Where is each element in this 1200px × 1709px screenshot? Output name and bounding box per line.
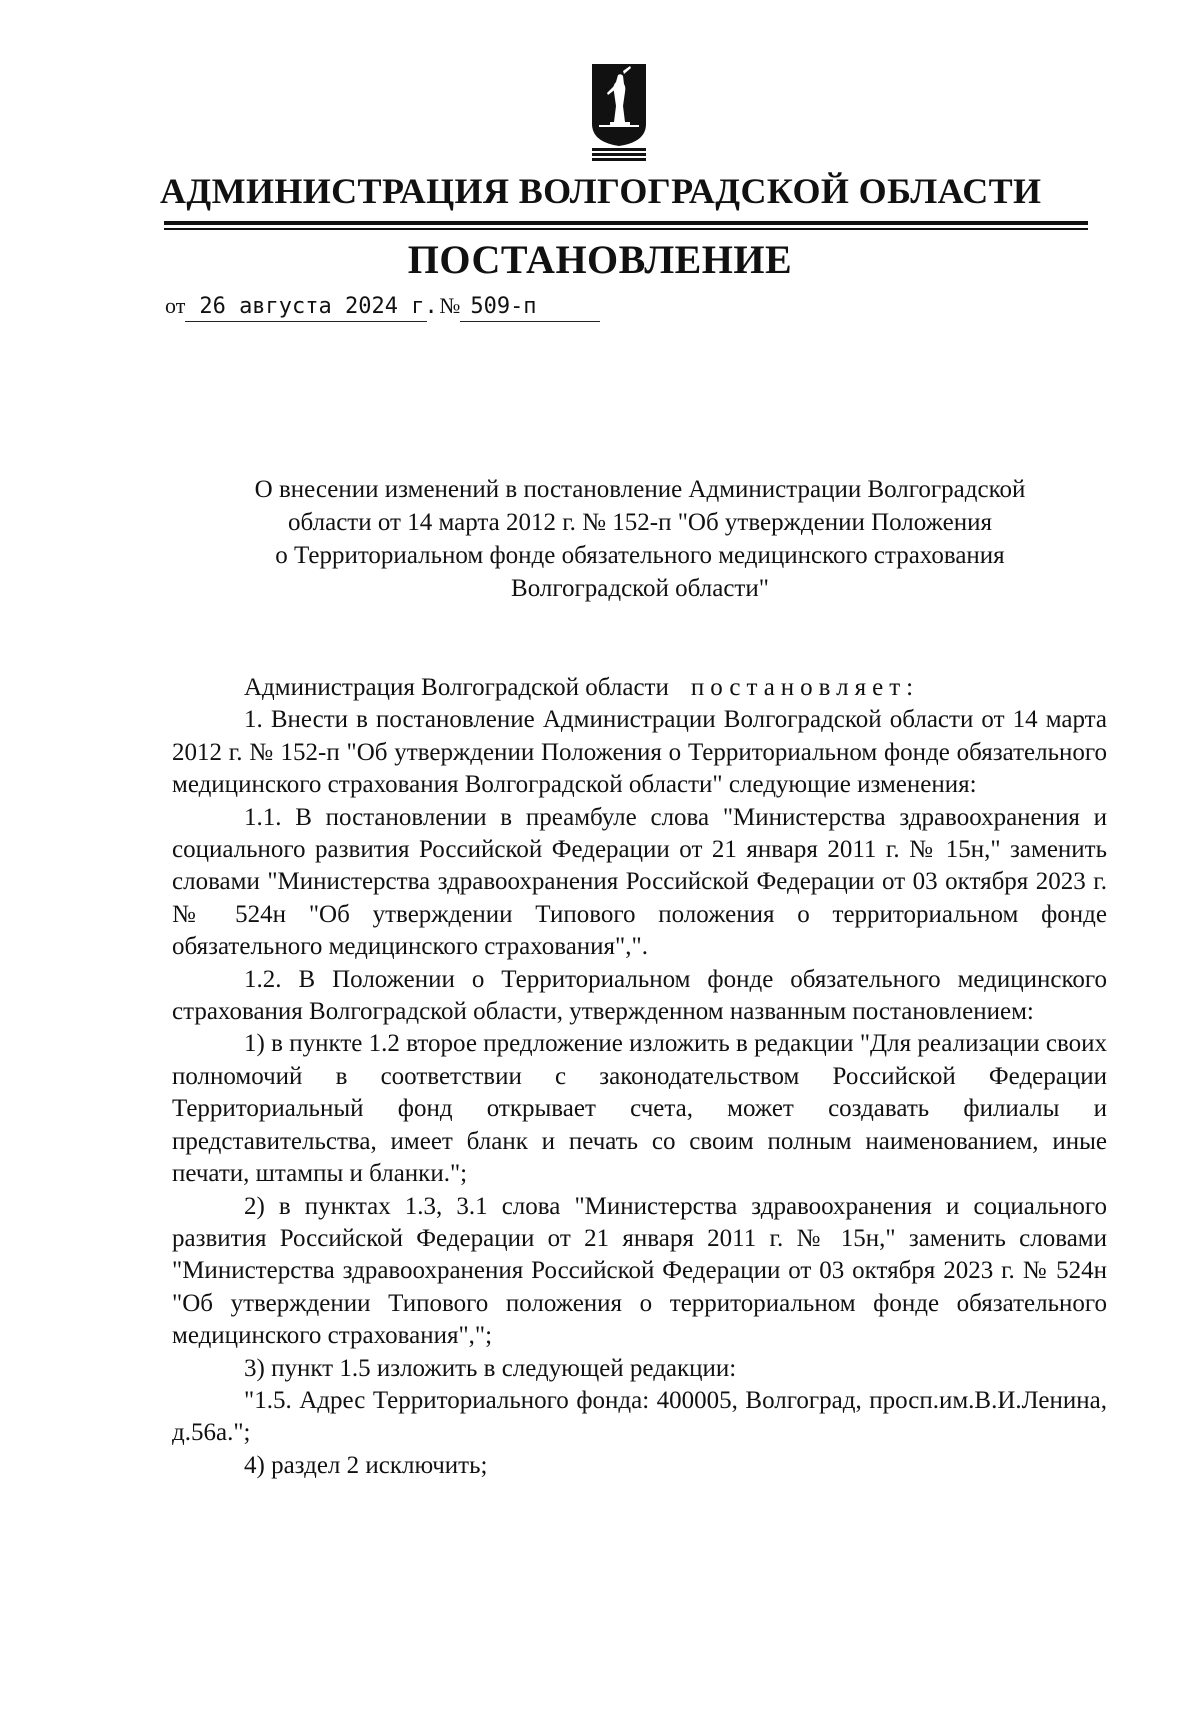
body-paragraph: "1.5. Адрес Территориального фонда: 400005, Волгоград, просп.им.В.И.Ленина, д.56а."; xyxy=(172,1386,1107,1447)
heading-line: области от 14 марта 2012 г. № 152-п "Об утверждении Положения xyxy=(288,509,992,536)
date-number-line xyxy=(165,293,600,322)
header-rule-thin xyxy=(164,228,1088,230)
body-paragraph: 4) раздел 2 исключить; xyxy=(244,1451,488,1479)
document-number: 509-п xyxy=(460,293,600,322)
body-paragraph: 1) в пункте 1.2 второе предложение изложить в редакции "Для реализации своих полномочий в соответствии с законодательством Российской Федерации Территориальный фонд открывает счета, может создавать филиалы и представительства, имеет бланк и печать со своим полным наименованием, иные печати, штампы и бланки."; xyxy=(172,1030,1107,1188)
document-date: 26 августа 2024 г. xyxy=(185,293,427,322)
body-paragraph: 1. Внести в постановление Администрации Волгоградской области от 14 марта 2012 г. № 152-п "Об утверждении Положения о Территориальном фонде обязательного медицинского страхования Волгоградской области" следующие изменения: xyxy=(172,706,1107,799)
volgograd-coat-of-arms-icon xyxy=(590,62,648,164)
intro-spaced-verb: постановляет: xyxy=(690,674,920,701)
body-paragraph: 1.2. В Положении о Территориальном фонде обязательного медицинского страхования Волгоградской области, утвержденном названным постановлением: xyxy=(172,965,1107,1026)
document-type-title: ПОСТАНОВЛЕНИЕ xyxy=(407,237,793,282)
heading-line: Волгоградской области" xyxy=(511,575,769,602)
body-paragraph: 3) пункт 1.5 изложить в следующей редакции: xyxy=(244,1354,737,1382)
body-paragraph: 2) в пунктах 1.3, 3.1 слова "Министерства здравоохранения и социального развития Российской Федерации от 21 января 2011 г. № 15н," заменить словами "Министерства здравоохранения Российской Федерации от 03 октября 2023 г. № 524н "Об утверждении Типового положения о территориальном фонде обязательного медицинского страхования","; xyxy=(172,1192,1107,1350)
document-body xyxy=(172,672,1107,1482)
intro-prefix: Администрация Волгоградской области xyxy=(244,674,669,701)
heading-line: О внесении изменений в постановление Администрации Волгоградской xyxy=(254,476,1026,503)
number-label: № xyxy=(439,293,461,318)
organization-title: АДМИНИСТРАЦИЯ ВОЛГОГРАДСКОЙ ОБЛАСТИ xyxy=(160,171,1042,211)
from-label: от xyxy=(165,293,186,318)
body-paragraph: 1.1. В постановлении в преамбуле слова "Министерства здравоохранения и социального развития Российской Федерации от 21 января 2011 г. № 15н," заменить словами "Министерства здравоохранения Российской Федерации от 03 октября 2023 г. № 524н "Об утверждении Типового положения о территориальном фонде обязательного медицинского страхования",". xyxy=(172,803,1107,961)
intro-paragraph xyxy=(172,672,1107,704)
document-heading xyxy=(160,473,1120,605)
heading-line: о Территориальном фонде обязательного медицинского страхования xyxy=(275,542,1005,569)
header-rule-thick xyxy=(164,221,1088,225)
